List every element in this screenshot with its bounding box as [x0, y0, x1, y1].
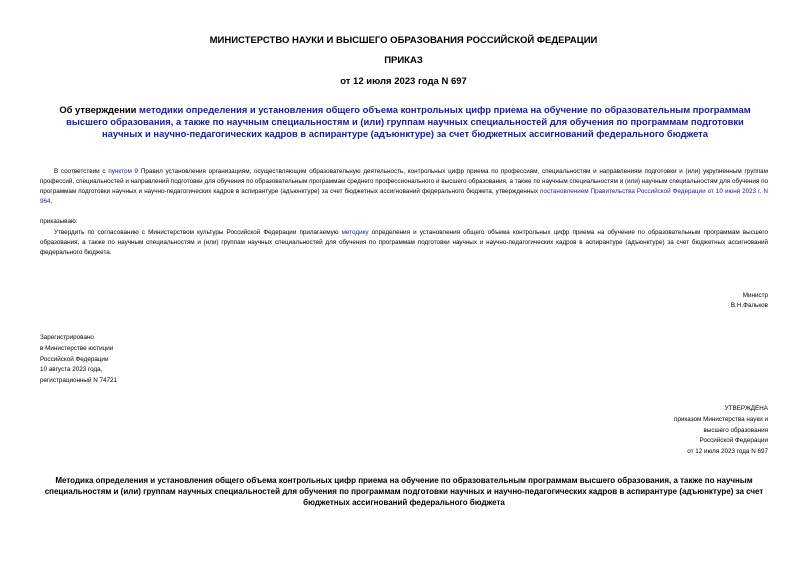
order-word: приказываю:	[40, 218, 78, 225]
signature-block	[731, 291, 768, 311]
subject-method-link[interactable]: методики определения и установления общего объема контрольных цифр приема на обучение по образовательным программам высшего образования, а также по научным специальностям и (или) группам научных специальностей для обучения по программам подготовки научных и научно-педагогических кадров в аспирантуре (адъюнктуре) за счет бюджетных ассигнований федерального бюджета	[66, 104, 751, 139]
point-prefix: Утвердить по согласованию с Министерством культуры Российской Федерации прилагаемую	[54, 229, 342, 236]
preamble-suffix: ,	[50, 198, 53, 205]
preamble-middle: Правил установления организациям, осуществляющим образовательную деятельность, контрольных цифр приема по профессиям, специальностям и направлениям подготовки и (или) укрупненным группам профессий, специальностей и направлений подготовки для обучения по образовательным программам среднего профессионального и высшего образования, а также по научным специальностям и (или) научным специальностям для обучения по программам подготовки научных и научно-педагогических кадров в аспирантуре (адъюнктуре) за счет бюджетных ассигнований федерального бюджета, утвержденных	[40, 168, 769, 195]
order-subject	[55, 104, 755, 140]
registration-line: регистрационный N 74721	[40, 377, 118, 385]
registration-line: Российской Федерации	[40, 355, 109, 363]
approval-line: приказом Министерства науки и	[673, 415, 768, 423]
approval-line: УТВЕРЖДЕНА	[724, 405, 768, 412]
registration-line: 10 августа 2023 года,	[40, 366, 103, 374]
approval-block	[674, 404, 768, 458]
signer-position: Министр	[742, 292, 768, 299]
registration-block	[40, 333, 117, 387]
method-link[interactable]: методику	[341, 229, 369, 236]
method-title: Методика определения и установления общего объема контрольных цифр приема на обучение по образовательным программам высшего образования, а также по научным специальностям и (или) группам научных специальностей для обучения по программам подготовки научных и научно-педагогических кадров в аспирантуре (адъюнктуре) за счет бюджетных ассигнований федерального бюджета	[44, 476, 764, 507]
preamble-paragraph	[40, 167, 768, 207]
order-point-1	[40, 228, 768, 258]
signer-name: В.Н.Фальков	[730, 302, 768, 309]
government-decree-link[interactable]: постановлением Правительства Российской Федерации от 10 июня 2023 г. N 964	[40, 188, 768, 205]
approval-line: от 12 июля 2023 года N 697	[687, 448, 768, 456]
document-type: ПРИКАЗ	[384, 55, 423, 66]
approval-line: Российской Федерации	[699, 437, 768, 445]
point-suffix: определения и установления общего объема контрольных цифр приема на обучение по образовательным программам высшего образования, а также по научным специальностям и (или) группам научных специальностей для обучения по программам подготовки научных и научно-педагогических кадров в аспирантуре (адъюнктуре) за счет бюджетных ассигнований федерального бюджета.	[40, 229, 768, 256]
preamble-prefix: В соответствии с	[54, 168, 109, 175]
ministry-name: МИНИСТЕРСТВО НАУКИ И ВЫСШЕГО ОБРАЗОВАНИЯ РОССИЙСКОЙ ФЕДЕРАЦИИ	[209, 35, 598, 46]
registration-line: Зарегистрировано	[40, 334, 94, 341]
rules-point-link[interactable]: пунктом 9	[108, 168, 139, 175]
registration-line: в Министерстве юстиции	[40, 344, 114, 352]
approval-line: высшего образования	[703, 426, 768, 434]
order-date-number: от 12 июля 2023 года N 697	[340, 76, 467, 87]
subject-prefix: Об утверждении	[59, 104, 140, 115]
